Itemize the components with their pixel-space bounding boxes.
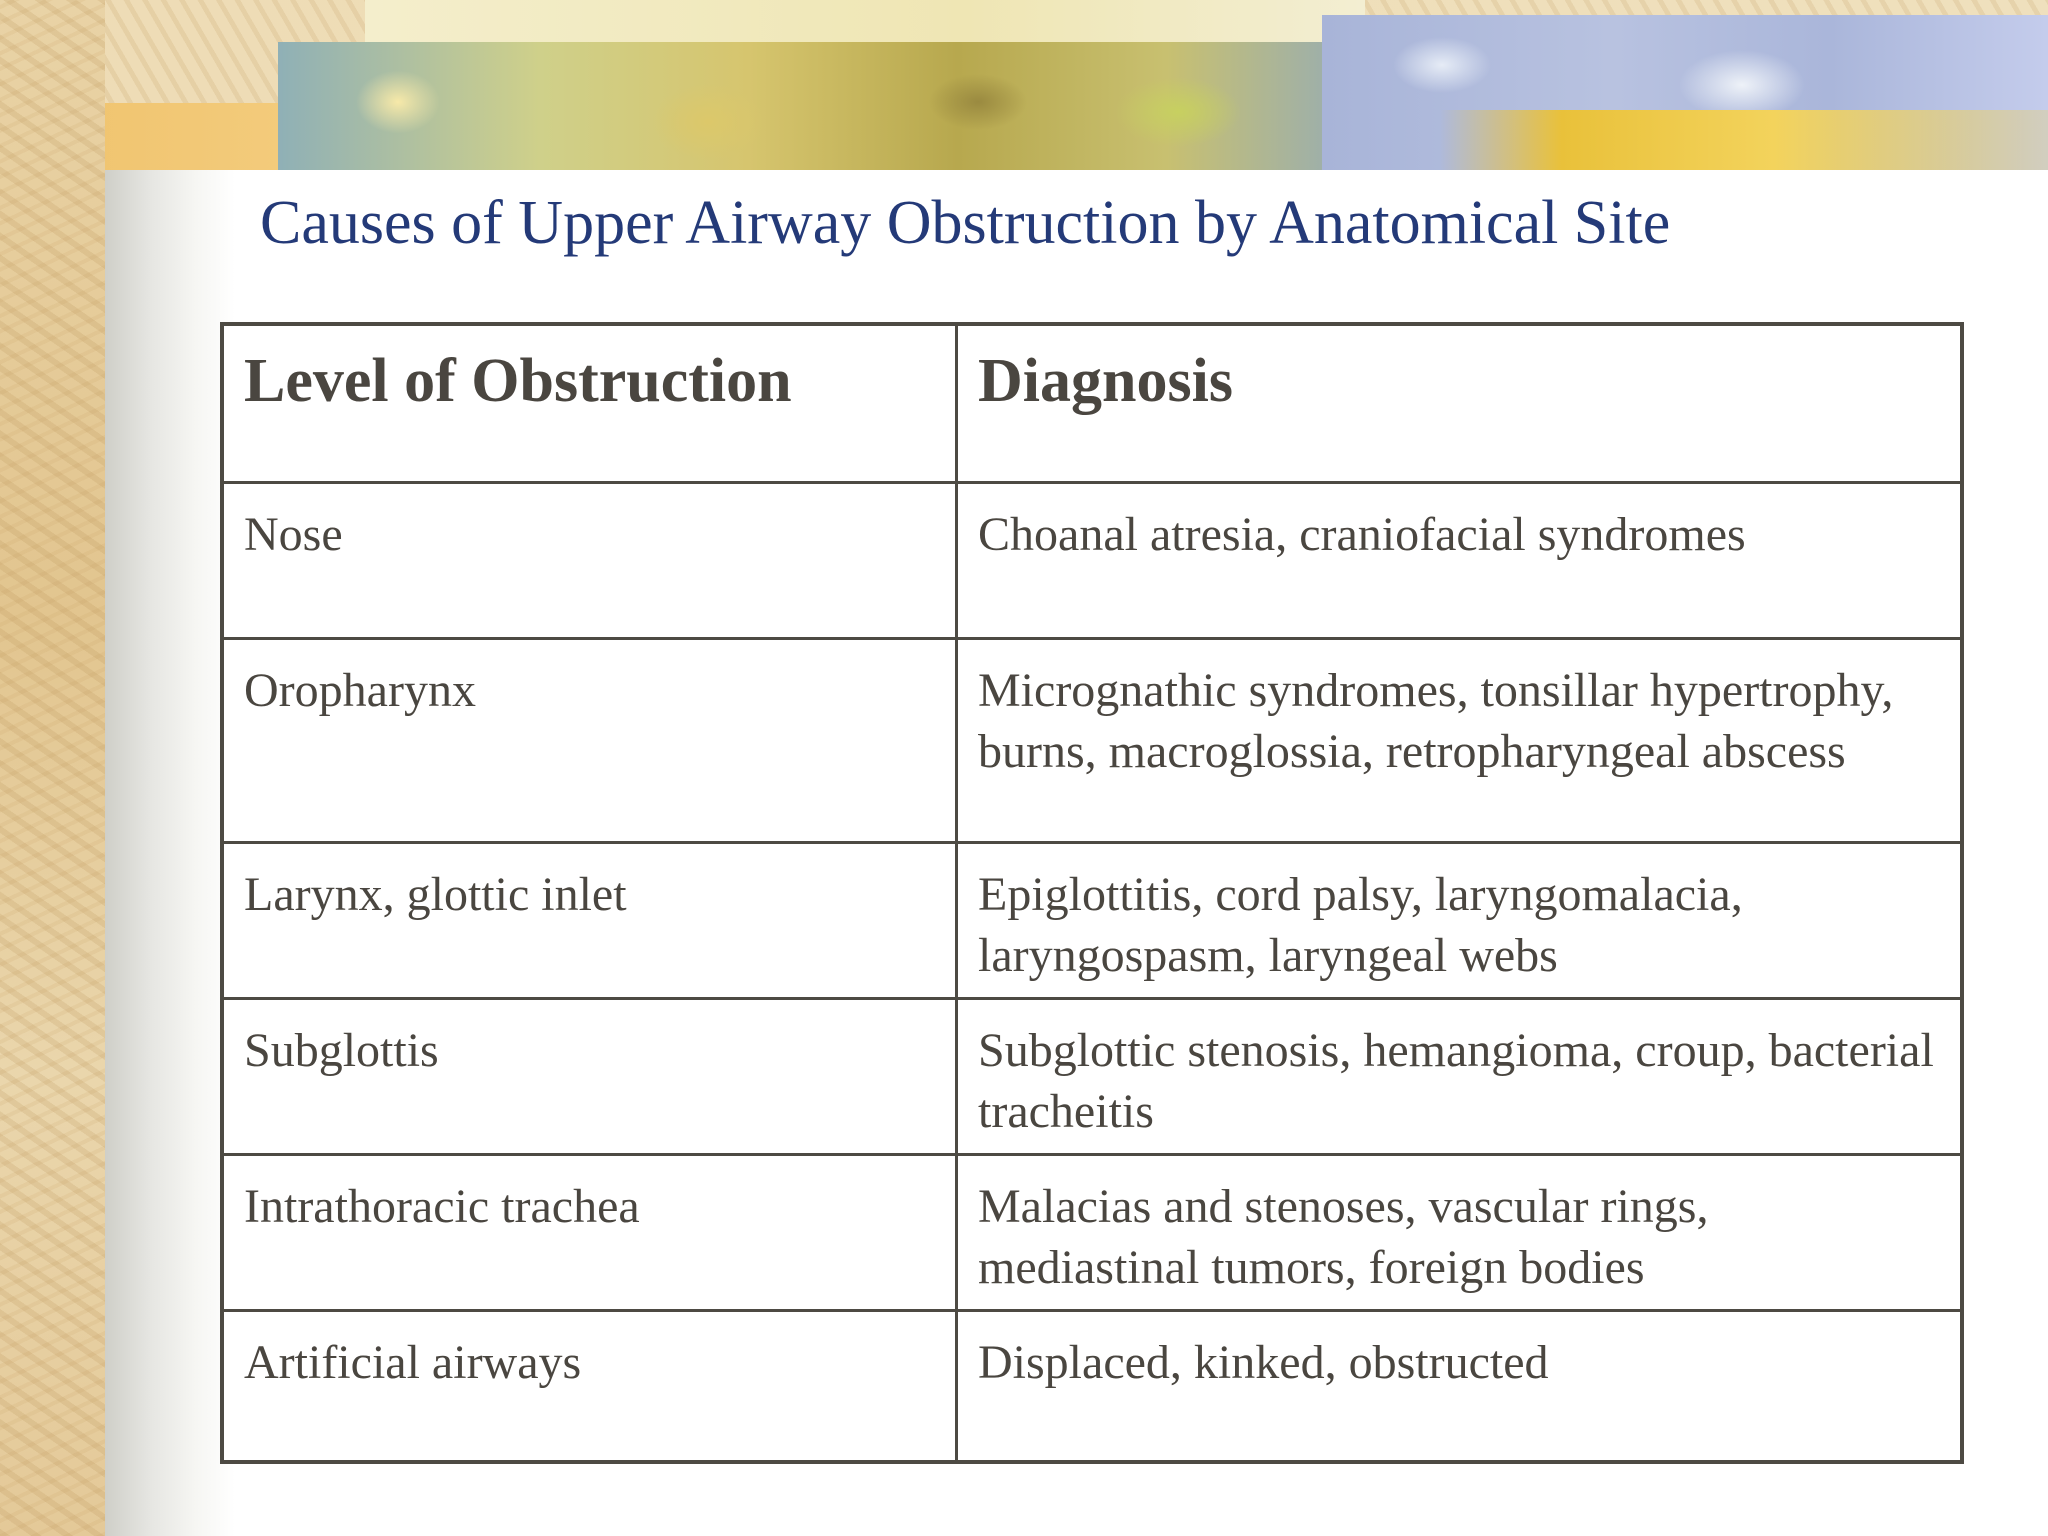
table-cell-level: Subglottis: [224, 1000, 958, 1156]
table-cell-diagnosis: Malacias and stenoses, vascular rings, mediastinal tumors, foreign bodies: [958, 1156, 1960, 1312]
banner-grain-image: [1440, 110, 2048, 170]
table-cell-diagnosis: Micrognathic syndromes, tonsillar hypertrophy, burns, macroglossia, retropharyngeal abscess: [958, 640, 1960, 844]
banner-top-strip: [365, 0, 1365, 42]
left-shadow-gradient: [105, 170, 235, 1536]
table-header-diagnosis: Diagnosis: [958, 326, 1960, 484]
slide-title: Causes of Upper Airway Obstruction by Anatomical Site: [260, 189, 1671, 257]
left-background-texture: [0, 0, 105, 1536]
obstruction-table: [220, 322, 1964, 1464]
table-cell-level: Larynx, glottic inlet: [224, 844, 958, 1000]
table-cell-diagnosis: Displaced, kinked, obstructed: [978, 1336, 1549, 1389]
banner-flower-image: [278, 42, 1323, 170]
table-header-level: Level of Obstruction: [224, 326, 958, 484]
table-cell-level: Intrathoracic trachea: [224, 1156, 958, 1312]
table-cell-diagnosis: Choanal atresia, craniofacial syndromes: [958, 484, 1960, 640]
table-cell-diagnosis: Subglottic stenosis, hemangioma, croup, bacterial tracheitis: [958, 1000, 1960, 1156]
table-cell-diagnosis: Epiglottitis, cord palsy, laryngomalacia, laryngospasm, laryngeal webs: [958, 844, 1960, 1000]
table-cell-level: Artificial airways: [224, 1312, 958, 1460]
table-cell-level: Oropharynx: [224, 640, 958, 844]
table-cell-level: Nose: [224, 484, 958, 640]
